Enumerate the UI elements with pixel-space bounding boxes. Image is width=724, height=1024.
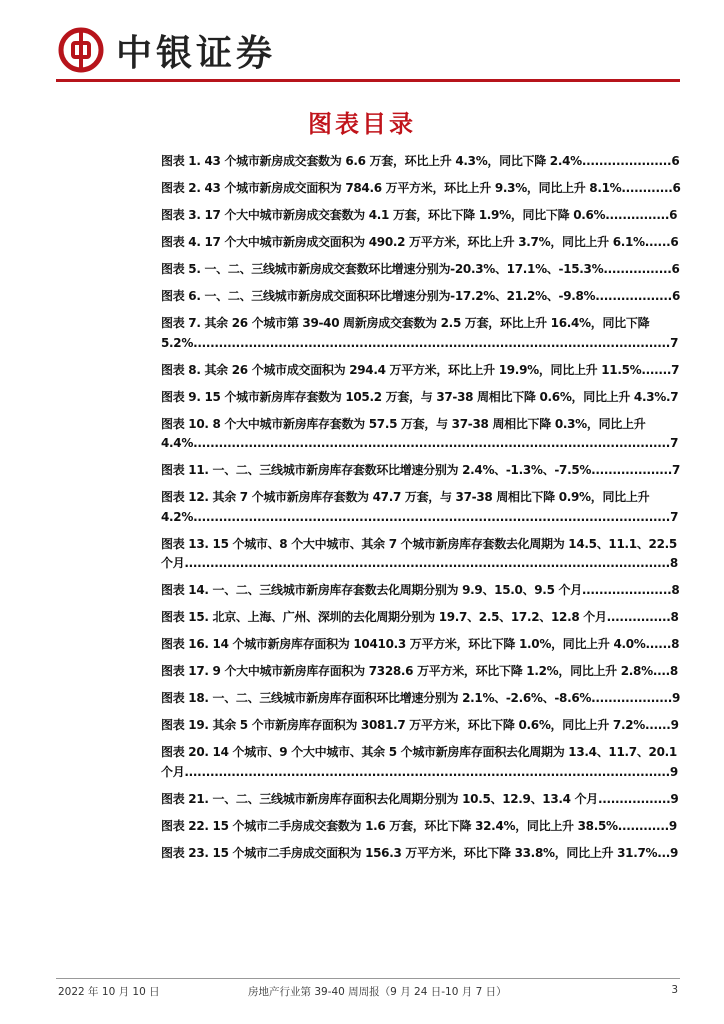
toc-page-number: 7 bbox=[672, 463, 681, 477]
toc-entry-text: 图表 13. 15 个城市、8 个大中城市、其余 7 个城市新房库存套数去化周期为 14.5、11.1、22.5 个月 bbox=[161, 536, 677, 570]
toc-page-number: 7 bbox=[670, 436, 679, 450]
toc-page-number: 9 bbox=[670, 791, 679, 806]
brand-name: 中银证券 bbox=[116, 31, 277, 74]
toc-entry-text: 图表 8. 其余 26 个城市成交面积为 294.4 万平方米，环比上升 19.9%，同比上升 11.5% bbox=[161, 362, 642, 377]
toc-page-number: 7 bbox=[671, 362, 680, 377]
toc-entry-text: 图表 19. 其余 5 个市新房库存面积为 3081.7 万平方米，环比下降 0.6%，同比上升 7.2% bbox=[161, 718, 646, 732]
toc-leader-dots: ...... bbox=[644, 235, 671, 249]
toc-page-number: 7 bbox=[670, 335, 679, 350]
toc-entry-text: 图表 6. 一、二、三线城市新房成交面积环比增速分别为-17.2%、21.2%、-9.8% bbox=[161, 289, 596, 303]
toc-entry-text: 图表 15. 北京、上海、广州、深圳的去化周期分别为 19.7、2.5、17.2、12.8 个月 bbox=[161, 610, 607, 624]
toc-entry-text: 图表 12. 其余 7 个城市新房库存套数为 47.7 万套，与 37-38 周相比下降 0.9%，同比上升 4.2% bbox=[161, 490, 650, 524]
toc-entry[interactable] bbox=[161, 152, 681, 172]
toc-entry[interactable] bbox=[161, 743, 681, 782]
page-title: 图表目录 bbox=[308, 109, 416, 138]
toc-entry-text: 图表 22. 15 个城市二手房成交套数为 1.6 万套，环比下降 32.4%，同比上升 38.5% bbox=[161, 818, 618, 833]
toc-page-number: 6 bbox=[671, 289, 680, 303]
toc-leader-dots: ................... bbox=[591, 463, 673, 477]
toc-page-number: 6 bbox=[670, 235, 679, 249]
toc-page-number: 8 bbox=[669, 556, 678, 570]
toc-page-number: 8 bbox=[670, 610, 679, 624]
toc-entry[interactable] bbox=[161, 206, 681, 226]
toc-leader-dots: ............ bbox=[617, 818, 669, 833]
toc-leader-dots: ...... bbox=[645, 637, 672, 651]
toc-entry-text: 图表 7. 其余 26 个城市第 39-40 周新房成交套数为 2.5 万套，环比上升 16.4%，同比下降 5.2% bbox=[161, 316, 650, 350]
toc-entry[interactable] bbox=[161, 287, 681, 307]
toc-entry-text: 图表 18. 一、二、三线城市新房库存面积环比增速分别为 2.1%、-2.6%、-8.6% bbox=[161, 691, 592, 705]
toc-entry[interactable] bbox=[161, 535, 681, 574]
toc-entry[interactable] bbox=[161, 608, 681, 628]
toc-entry[interactable] bbox=[161, 581, 681, 601]
toc-page-number: 6 bbox=[671, 262, 680, 276]
toc-page-number: 6 bbox=[672, 181, 681, 195]
toc-entry[interactable] bbox=[161, 388, 681, 408]
toc-entry[interactable] bbox=[161, 361, 681, 381]
header-divider bbox=[56, 79, 680, 82]
toc-leader-dots: ................................................................................................................ bbox=[193, 436, 671, 450]
toc-entry-text: 图表 17. 9 个大中城市新房库存面积为 7328.6 万平方米，环比下降 1.2%，同比上升 2.8% bbox=[161, 664, 653, 678]
toc-leader-dots: .................................................................................................................. bbox=[184, 764, 670, 779]
toc-page-number: 9 bbox=[668, 818, 677, 833]
table-of-contents bbox=[161, 152, 681, 871]
toc-page-number: 8 bbox=[671, 583, 680, 597]
bank-of-china-logo-icon bbox=[58, 27, 104, 73]
toc-entry[interactable] bbox=[161, 716, 681, 736]
toc-page-number: 9 bbox=[672, 691, 681, 705]
toc-entry[interactable] bbox=[161, 817, 681, 837]
toc-page-number: 7 bbox=[670, 389, 679, 404]
toc-entry-text: 图表 3. 17 个大中城市新房成交套数为 4.1 万套，环比下降 1.9%，同比下降 0.6% bbox=[161, 208, 606, 222]
toc-page-number: 9 bbox=[670, 845, 679, 860]
toc-leader-dots: ............... bbox=[605, 208, 670, 222]
toc-entry[interactable] bbox=[161, 635, 681, 655]
footer-report-title: 房地产行业第 39-40 周周报（9 月 24 日-10 月 7 日） bbox=[248, 986, 507, 998]
toc-leader-dots: ................. bbox=[598, 791, 671, 806]
toc-entry[interactable] bbox=[161, 314, 681, 353]
toc-page-number: 6 bbox=[671, 154, 680, 168]
toc-leader-dots: ....... bbox=[641, 362, 672, 377]
toc-leader-dots: ................................................................................................................ bbox=[193, 335, 671, 350]
toc-page-number: 9 bbox=[670, 718, 679, 732]
toc-leader-dots: ............ bbox=[621, 181, 673, 195]
toc-entry[interactable] bbox=[161, 260, 681, 280]
toc-entry-text: 图表 11. 一、二、三线城市新房库存套数环比增速分别为 2.4%、-1.3%、-7.5% bbox=[161, 463, 592, 477]
toc-entry[interactable] bbox=[161, 662, 681, 682]
toc-leader-dots: ................... bbox=[591, 691, 673, 705]
toc-leader-dots: .................. bbox=[595, 289, 672, 303]
toc-entry[interactable] bbox=[161, 844, 681, 864]
toc-leader-dots: ............... bbox=[606, 610, 671, 624]
toc-page-number: 7 bbox=[670, 509, 679, 524]
toc-entry-text: 图表 2. 43 个城市新房成交面积为 784.6 万平方米，环比上升 9.3%，同比上升 8.1% bbox=[161, 181, 622, 195]
toc-entry[interactable] bbox=[161, 233, 681, 253]
toc-page-number: 6 bbox=[669, 208, 678, 222]
toc-entry-text: 图表 20. 14 个城市、9 个大中城市、其余 5 个城市新房库存面积去化周期为 13.4、11.7、20.1 个月 bbox=[161, 745, 677, 779]
footer-date: 2022 年 10 月 10 日 bbox=[58, 986, 160, 998]
toc-page-number: 8 bbox=[671, 637, 680, 651]
toc-entry[interactable] bbox=[161, 488, 681, 527]
toc-entry-text: 图表 21. 一、二、三线城市新房库存面积去化周期分别为 10.5、12.9、13.4 个月 bbox=[161, 791, 598, 806]
toc-entry-text: 图表 4. 17 个大中城市新房成交面积为 490.2 万平方米，环比上升 3.7%，同比上升 6.1% bbox=[161, 235, 645, 249]
toc-entry[interactable] bbox=[161, 689, 681, 709]
toc-entry-text: 图表 16. 14 个城市新房库存面积为 10410.3 万平方米，环比下降 1.0%，同比上升 4.0% bbox=[161, 637, 646, 651]
toc-leader-dots: ..................... bbox=[581, 154, 672, 168]
toc-leader-dots: ................ bbox=[603, 262, 672, 276]
header bbox=[58, 22, 276, 78]
footer-page-number: 3 bbox=[671, 984, 678, 996]
toc-entry-text: 图表 5. 一、二、三线城市新房成交套数环比增速分别为-20.3%、17.1%、-15.3% bbox=[161, 262, 604, 276]
footer-divider bbox=[56, 978, 680, 979]
toc-leader-dots: .... bbox=[652, 664, 670, 678]
toc-leader-dots: ................................................................................................................ bbox=[193, 509, 671, 524]
toc-leader-dots: . bbox=[666, 389, 671, 404]
toc-page-number: 8 bbox=[669, 664, 678, 678]
toc-leader-dots: .................................................................................................................. bbox=[184, 556, 670, 570]
toc-entry[interactable] bbox=[161, 415, 681, 454]
toc-entry-text: 图表 1. 43 个城市新房成交套数为 6.6 万套，环比上升 4.3%，同比下降 2.4% bbox=[161, 154, 582, 168]
toc-entry-text: 图表 10. 8 个大中城市新房库存套数为 57.5 万套，与 37-38 周相比下降 0.3%，同比上升 4.4% bbox=[161, 416, 646, 450]
toc-entry-text: 图表 23. 15 个城市二手房成交面积为 156.3 万平方米，环比下降 33.8%，同比上升 31.7% bbox=[161, 845, 658, 860]
toc-entry[interactable] bbox=[161, 179, 681, 199]
toc-leader-dots: ... bbox=[657, 845, 671, 860]
toc-entry-text: 图表 14. 一、二、三线城市新房库存套数去化周期分别为 9.9、15.0、9.5 个月 bbox=[161, 583, 582, 597]
toc-leader-dots: ...... bbox=[645, 718, 671, 732]
toc-page-number: 9 bbox=[669, 764, 678, 779]
toc-entry-text: 图表 9. 15 个城市新房库存套数为 105.2 万套，与 37-38 周相比下降 0.6%，同比上升 4.3% bbox=[161, 389, 667, 404]
toc-leader-dots: ..................... bbox=[581, 583, 672, 597]
toc-entry[interactable] bbox=[161, 790, 681, 810]
toc-entry[interactable] bbox=[161, 461, 681, 481]
